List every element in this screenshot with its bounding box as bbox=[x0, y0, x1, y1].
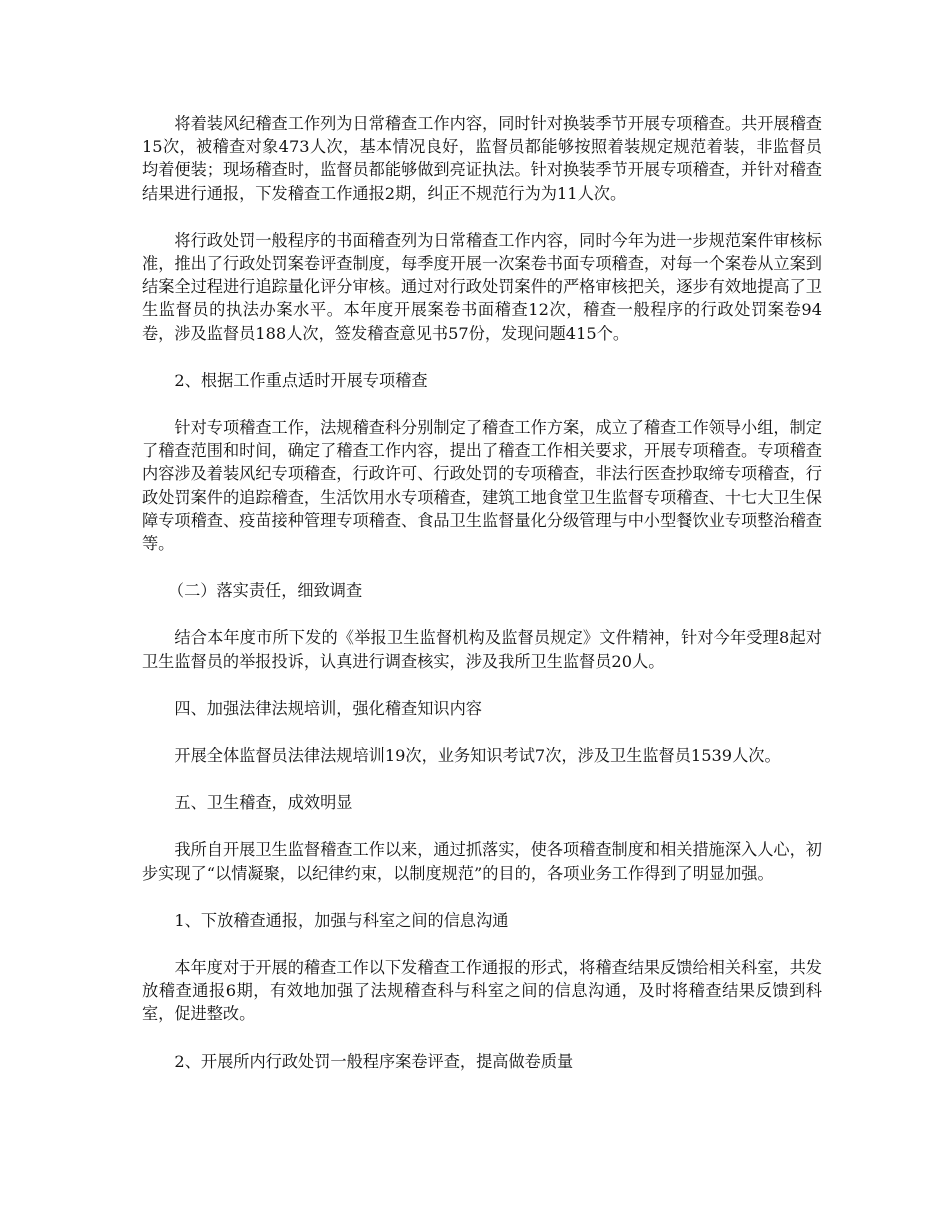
paragraph-dress-inspection: 将着装风纪稽查工作列为日常稽查工作内容，同时针对换装季节开展专项稽查。共开展稽查15次，被稽查对象473人次，基本情况良好，监督员都能够按照着装规定规范着装，非监督员均着便装；现场稽查时，监督员都能够做到亮证执法。针对换装季节开展专项稽查，并针对稽查结果进行通报，下发稽查工作通报2期，纠正不规范行为为11人次。 bbox=[142, 114, 822, 203]
document-body bbox=[142, 112, 822, 1097]
heading-special-inspection: 2、根据工作重点适时开展专项稽查 bbox=[174, 370, 428, 390]
heading-training: 四、加强法律法规培训，强化稽查知识内容 bbox=[174, 698, 482, 718]
heading-bulletins: 1、下放稽查通报，加强与科室之间的信息沟通 bbox=[174, 910, 509, 930]
paragraph-training: 开展全体监督员法律法规培训19次，业务知识考试7次，涉及卫生监督员1539人次。 bbox=[174, 746, 781, 766]
heading-case-review: 2、开展所内行政处罚一般程序案卷评查，提高做卷质量 bbox=[174, 1051, 574, 1071]
paragraph-results: 我所自开展卫生监督稽查工作以来，通过抓落实，使各项稽查制度和相关措施深入人心，初步实现了“以情凝聚，以纪律约束，以制度规范”的目的，各项业务工作得到了明显加强。 bbox=[142, 840, 822, 883]
paragraph-complaints: 结合本年度市所下发的《举报卫生监督机构及监督员规定》文件精神，针对今年受理8起对卫生监督员的举报投诉，认真进行调查核实，涉及我所卫生监督员20人。 bbox=[142, 628, 822, 671]
paragraph-case-file-inspection: 将行政处罚一般程序的书面稽查列为日常稽查工作内容，同时今年为进一步规范案件审核标准，推出了行政处罚案卷评查制度，每季度开展一次案卷书面专项稽查，对每一个案卷从立案到结案全过程进行追踪量化评分审核。通过对行政处罚案件的严格审核把关，逐步有效地提高了卫生监督员的执法办案水平。本年度开展案卷书面稽查12次，稽查一般程序的行政处罚案卷94卷，涉及监督员188人次，签发稽查意见书57份，发现问题415个。 bbox=[142, 230, 822, 343]
paragraph-special-inspection: 针对专项稽查工作，法规稽查科分别制定了稽查工作方案，成立了稽查工作领导小组，制定了稽查范围和时间，确定了稽查工作内容，提出了稽查工作相关要求，开展专项稽查。专项稽查内容涉及着装风纪专项稽查，行政许可、行政处罚的专项稽查，非法行医查抄取缔专项稽查，行政处罚案件的追踪稽查，生活饮用水专项稽查，建筑工地食堂卫生监督专项稽查、十七大卫生保障专项稽查、疫苗接种管理专项稽查、食品卫生监督量化分级管理与中小型餐饮业专项整治稽查等。 bbox=[142, 418, 822, 554]
heading-responsibility: （二）落实责任，细致调查 bbox=[167, 581, 363, 601]
paragraph-bulletins: 本年度对于开展的稽查工作以下发稽查工作通报的形式，将稽查结果反馈给相关科室，共发放稽查通报6期，有效地加强了法规稽查科与科室之间的信息沟通，及时将稽查结果反馈到科室，促进整改。 bbox=[142, 958, 822, 1024]
heading-results: 五、卫生稽查，成效明显 bbox=[174, 793, 353, 813]
